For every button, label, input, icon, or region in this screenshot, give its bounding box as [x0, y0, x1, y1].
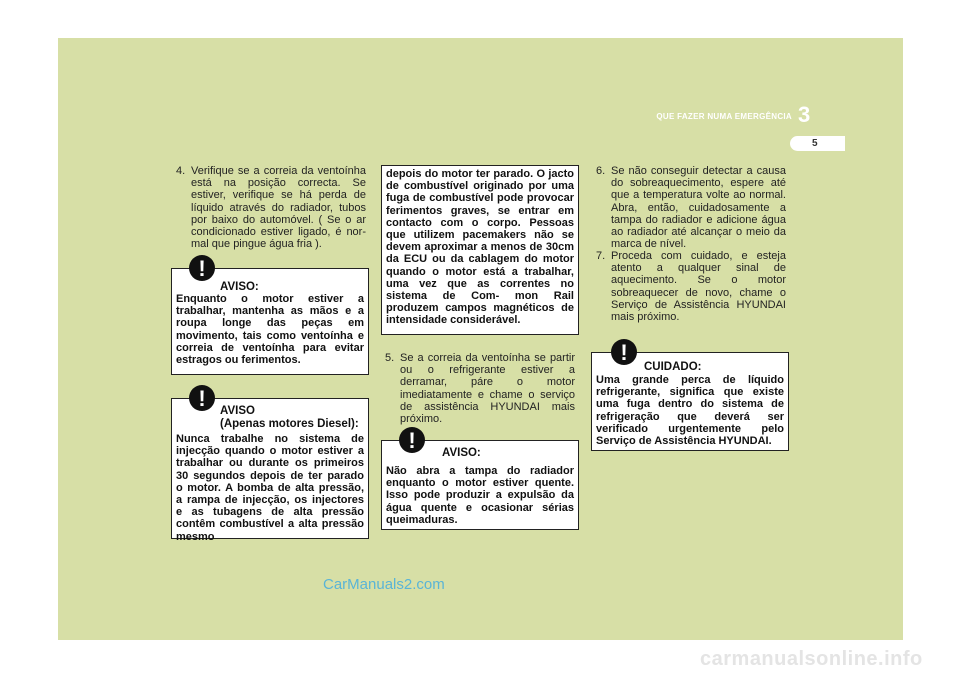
- item-number: 6.: [596, 165, 606, 177]
- warning-continued-box: depois do motor ter parado. O jacto de combustível originado por uma fuga de combustível pode provocar ferimentos graves, se entrar em contacto com o corpo. Pessoas que utilizem pacemakers não se devem aproximar a menos de 30cm da ECU ou da cablagem do motor quando o motor está a trabalhar, uma vez que as correntes no sistema de Com- mon Rail produzem campos magnéticos de intensidade considerável.: [381, 165, 579, 335]
- warning-title: AVISO:: [442, 447, 481, 459]
- watermark-carmanuals2: CarManuals2.com: [323, 576, 445, 593]
- warning-header: [386, 428, 574, 471]
- exclamation-icon: !: [399, 427, 425, 453]
- item-number: 4.: [176, 165, 186, 177]
- caution-body: Uma grande perca de líquido refrigerante, significa que existe uma fuga dentro do sistema de refrigeração que deverá ser verificado urgentemente pelo Serviço de Assistência HYUNDAI.: [596, 374, 784, 448]
- item-4: [176, 165, 366, 250]
- chapter-number: 3: [798, 102, 811, 127]
- warning-title: AVISO: [220, 405, 255, 417]
- warning-box-moving-parts: [171, 256, 369, 375]
- warning-subtitle: (Apenas motores Diesel):: [220, 418, 359, 430]
- warning-body: Enquanto o motor estiver a trabalhar, mantenha as mãos e a roupa longe das peças em movimento, tais como ventoínha e correia de ventoínha para evitar estragos ou ferimentos.: [176, 293, 364, 367]
- page-number: 5: [790, 136, 845, 151]
- item-6: [596, 165, 786, 250]
- warning-body: Nunca trabalhe no sistema de injecção quando o motor estiver a trabalhar ou durante os primeiros 30 segundos depois de ter parado o motor. A bomba de alta pressão, a rampa de injecção, os injectores e as tubagens de alta pressão contêm combustível a alta pressão mesmo: [176, 433, 364, 543]
- item-text: Verifique se a correia da ventoínha está na posição correcta. Se estiver, verifique se há perda de líquido através do radiador, tubos por baixo do automóvel. ( Se o ar condicionado estiver ligado, é nor- mal que pingue água fria ).: [191, 165, 366, 251]
- warning-box-diesel: [171, 386, 369, 543]
- warning-title: AVISO:: [220, 281, 259, 293]
- item-number: 5.: [385, 352, 395, 364]
- exclamation-icon: !: [189, 255, 215, 281]
- warning-box-radiator: [381, 428, 579, 530]
- watermark-carmanualsonline: carmanualsonline.info: [700, 648, 923, 670]
- caution-header: [596, 340, 784, 383]
- warning-header: [176, 386, 364, 433]
- section-title: QUE FAZER NUMA EMERGÊNCIA: [656, 112, 792, 121]
- item-7: [596, 250, 786, 323]
- item-text: Se não conseguir detectar a causa do sobreaquecimento, espere até que a temperatura volte ao normal. Abra, então, cuidadosamente a tampa do radiador e adicione água ao radiador até alcançar o meio da marca de nível.: [611, 165, 786, 251]
- caution-box-coolant: [591, 340, 789, 451]
- item-5: [385, 352, 575, 425]
- caution-title: CUIDADO:: [644, 361, 702, 373]
- item-number: 7.: [596, 250, 606, 262]
- item-text: Se a correia da ventoínha se partir ou o refrigerante estiver a derramar, páre o motor imediatamente e chame o serviço de assistência HYUNDAI mais próximo.: [400, 352, 575, 426]
- exclamation-icon: !: [189, 385, 215, 411]
- exclamation-icon: !: [611, 339, 637, 365]
- warning-body: Não abra a tampa do radiador enquanto o motor estiver quente. Isso pode produzir a expulsão da água quente e ocasionar sérias queimaduras.: [386, 465, 574, 526]
- item-text: Proceda com cuidado, e esteja atento a qualquer sinal de aquecimento. Se o motor sobreaquecer de novo, chame o Serviço de Assistência HYUNDAI mais próximo.: [611, 250, 786, 324]
- warning-header: [176, 256, 364, 299]
